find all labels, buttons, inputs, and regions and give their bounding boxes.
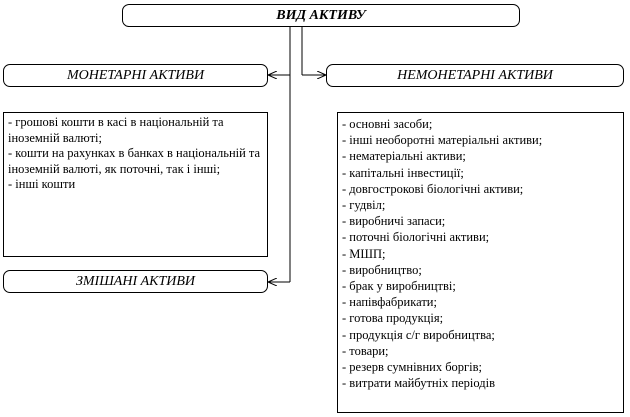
nonmonetary-item: - готова продукція;	[342, 311, 444, 326]
nonmonetary-item: - МШП;	[342, 246, 386, 261]
nonmonetary-item: - напівфабрикати;	[342, 295, 437, 310]
nonmonetary-item: - довгострокові біологічні активи;	[342, 181, 524, 196]
nonmonetary-node	[326, 64, 624, 87]
mixed-title: ЗМІШАНІ АКТИВИ	[75, 273, 196, 289]
nonmonetary-item: - основні засоби;	[342, 117, 433, 131]
root-node	[122, 4, 520, 27]
monetary-node	[3, 64, 268, 87]
nonmonetary-item: - гудвіл;	[342, 198, 386, 213]
nonmonetary-item: - інші необоротні матеріальні активи;	[342, 133, 543, 148]
nonmonetary-item: - продукція с/г виробництва;	[342, 327, 495, 342]
monetary-title: МОНЕТАРНІ АКТИВИ	[66, 67, 205, 83]
monetary-item: - інші кошти	[8, 177, 76, 192]
monetary-item: - кошти на рахунках в банках в національній та іноземній валюті, як поточні, так і інші;	[8, 146, 261, 176]
nonmonetary-item: - нематеріальні активи;	[342, 149, 466, 164]
nonmonetary-item: - виробничі запаси;	[342, 214, 446, 229]
monetary-item: - грошові кошти в касі в національній та іноземній валюті;	[8, 115, 224, 145]
nonmonetary-list	[337, 112, 624, 413]
nonmonetary-item: - капітальні інвестиції;	[342, 165, 464, 180]
nonmonetary-item: - резерв сумнівних боргів;	[342, 360, 483, 375]
mixed-node	[3, 270, 268, 293]
nonmonetary-item: - брак у виробництві;	[342, 279, 456, 294]
nonmonetary-title: НЕМОНЕТАРНІ АКТИВИ	[397, 67, 553, 83]
root-title: ВИД АКТИВУ	[276, 7, 366, 23]
monetary-list	[3, 112, 268, 257]
nonmonetary-item: - товари;	[342, 343, 389, 358]
nonmonetary-item: - поточні біологічні активи;	[342, 230, 490, 245]
nonmonetary-item: - витрати майбутніх періодів	[342, 376, 496, 391]
nonmonetary-item: - виробництво;	[342, 262, 422, 277]
